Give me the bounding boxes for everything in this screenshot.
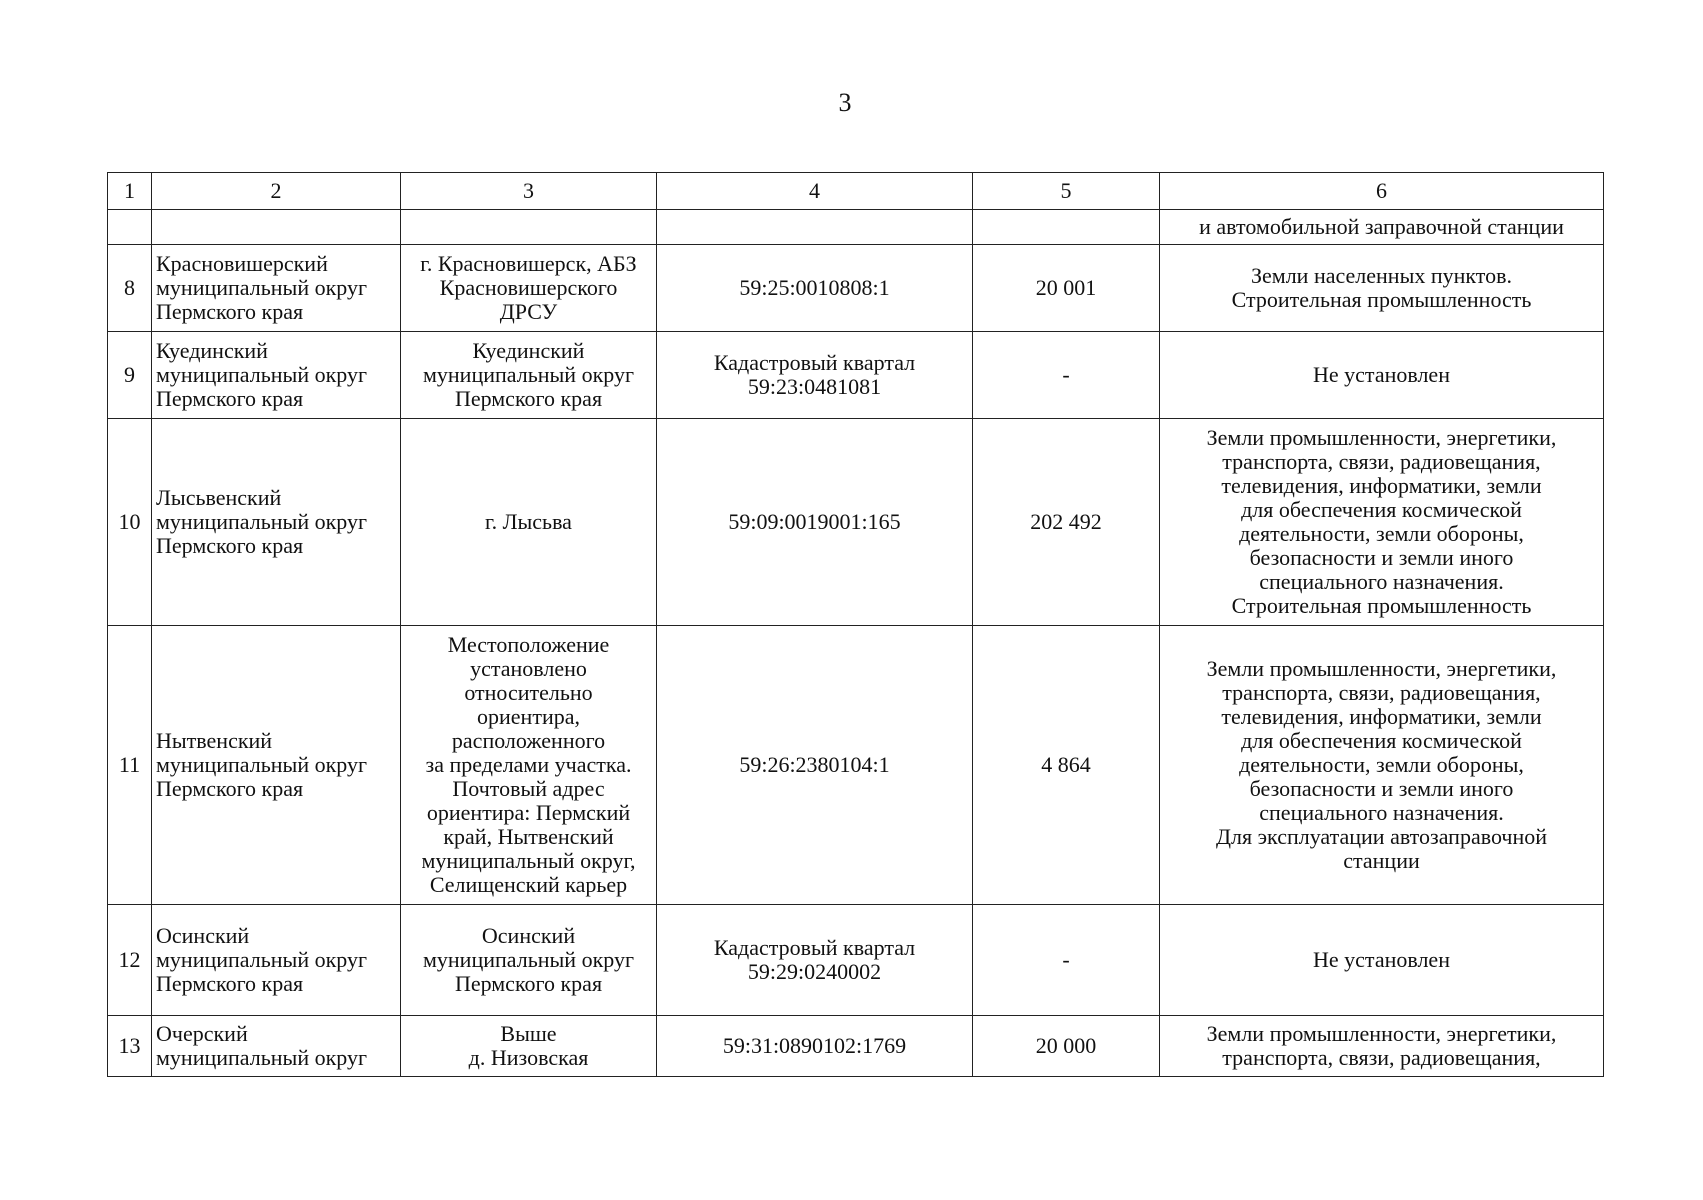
- registry-table: [107, 172, 1604, 1077]
- table-row: [108, 1016, 1604, 1077]
- district-cell: Очерский муниципальный округ: [152, 1016, 401, 1077]
- cadastral-cell: Кадастровый квартал 59:23:0481081: [657, 332, 973, 419]
- cadastral-cell: 59:31:0890102:1769: [657, 1016, 973, 1077]
- row-number: 11: [108, 626, 152, 905]
- location-cell: г. Красновишерск, АБЗ Красновишерского ДРСУ: [401, 245, 657, 332]
- cadastral-cell: Кадастровый квартал 59:29:0240002: [657, 905, 973, 1016]
- district-cell: Красновишерский муниципальный округ Пермского края: [152, 245, 401, 332]
- header-cell: 3: [401, 173, 657, 210]
- table-row: [108, 626, 1604, 905]
- cadastral-cell: 59:25:0010808:1: [657, 245, 973, 332]
- category-cell: Не установлен: [1160, 905, 1604, 1016]
- table-row: [108, 905, 1604, 1016]
- area-cell: 202 492: [973, 419, 1160, 626]
- area-cell: -: [973, 905, 1160, 1016]
- category-cell: Земли промышленности, энергетики, транспорта, связи, радиовещания, телевидения, информатики, земли для обеспечения космической деятельности, земли обороны, безопасности и земли иного специального назначения. Для эксплуатации автозаправочной станции: [1160, 626, 1604, 905]
- cadastral-cell: 59:09:0019001:165: [657, 419, 973, 626]
- area-cell: 20 000: [973, 1016, 1160, 1077]
- table-row: [108, 245, 1604, 332]
- page-number: 3: [838, 88, 852, 117]
- table-row: [108, 419, 1604, 626]
- header-row: [108, 173, 1604, 210]
- header-cell: 6: [1160, 173, 1604, 210]
- area-cell: 20 001: [973, 245, 1160, 332]
- row-number: 8: [108, 245, 152, 332]
- district-cell: Нытвенский муниципальный округ Пермского края: [152, 626, 401, 905]
- row-number: 9: [108, 332, 152, 419]
- empty-cell: [108, 210, 152, 245]
- area-cell: -: [973, 332, 1160, 419]
- district-cell: Лысьвенский муниципальный округ Пермского края: [152, 419, 401, 626]
- header-cell: 4: [657, 173, 973, 210]
- district-cell: Осинский муниципальный округ Пермского края: [152, 905, 401, 1016]
- location-cell: Осинский муниципальный округ Пермского края: [401, 905, 657, 1016]
- category-cell: Не установлен: [1160, 332, 1604, 419]
- category-cell: Земли промышленности, энергетики, транспорта, связи, радиовещания, телевидения, информатики, земли для обеспечения космической деятельности, земли обороны, безопасности и земли иного специального назначения. Строительная промышленность: [1160, 419, 1604, 626]
- area-cell: 4 864: [973, 626, 1160, 905]
- continuation-row: [108, 210, 1604, 245]
- row-number: 13: [108, 1016, 152, 1077]
- row-number: 10: [108, 419, 152, 626]
- header-cell: 1: [108, 173, 152, 210]
- category-cell: Земли промышленности, энергетики, транспорта, связи, радиовещания,: [1160, 1016, 1604, 1077]
- district-cell: Куединский муниципальный округ Пермского края: [152, 332, 401, 419]
- empty-cell: [152, 210, 401, 245]
- location-cell: г. Лысьва: [401, 419, 657, 626]
- category-cell: и автомобильной заправочной станции: [1160, 210, 1604, 245]
- header-cell: 5: [973, 173, 1160, 210]
- header-cell: 2: [152, 173, 401, 210]
- cadastral-cell: 59:26:2380104:1: [657, 626, 973, 905]
- location-cell: Выше д. Низовская: [401, 1016, 657, 1077]
- location-cell: Местоположение установлено относительно ориентира, расположенного за пределами участка. Почтовый адрес ориентира: Пермский край, Нытвенский муниципальный округ, Селищенский карьер: [401, 626, 657, 905]
- empty-cell: [401, 210, 657, 245]
- empty-cell: [973, 210, 1160, 245]
- table-row: [108, 332, 1604, 419]
- category-cell: Земли населенных пунктов. Строительная промышленность: [1160, 245, 1604, 332]
- row-number: 12: [108, 905, 152, 1016]
- empty-cell: [657, 210, 973, 245]
- location-cell: Куединский муниципальный округ Пермского края: [401, 332, 657, 419]
